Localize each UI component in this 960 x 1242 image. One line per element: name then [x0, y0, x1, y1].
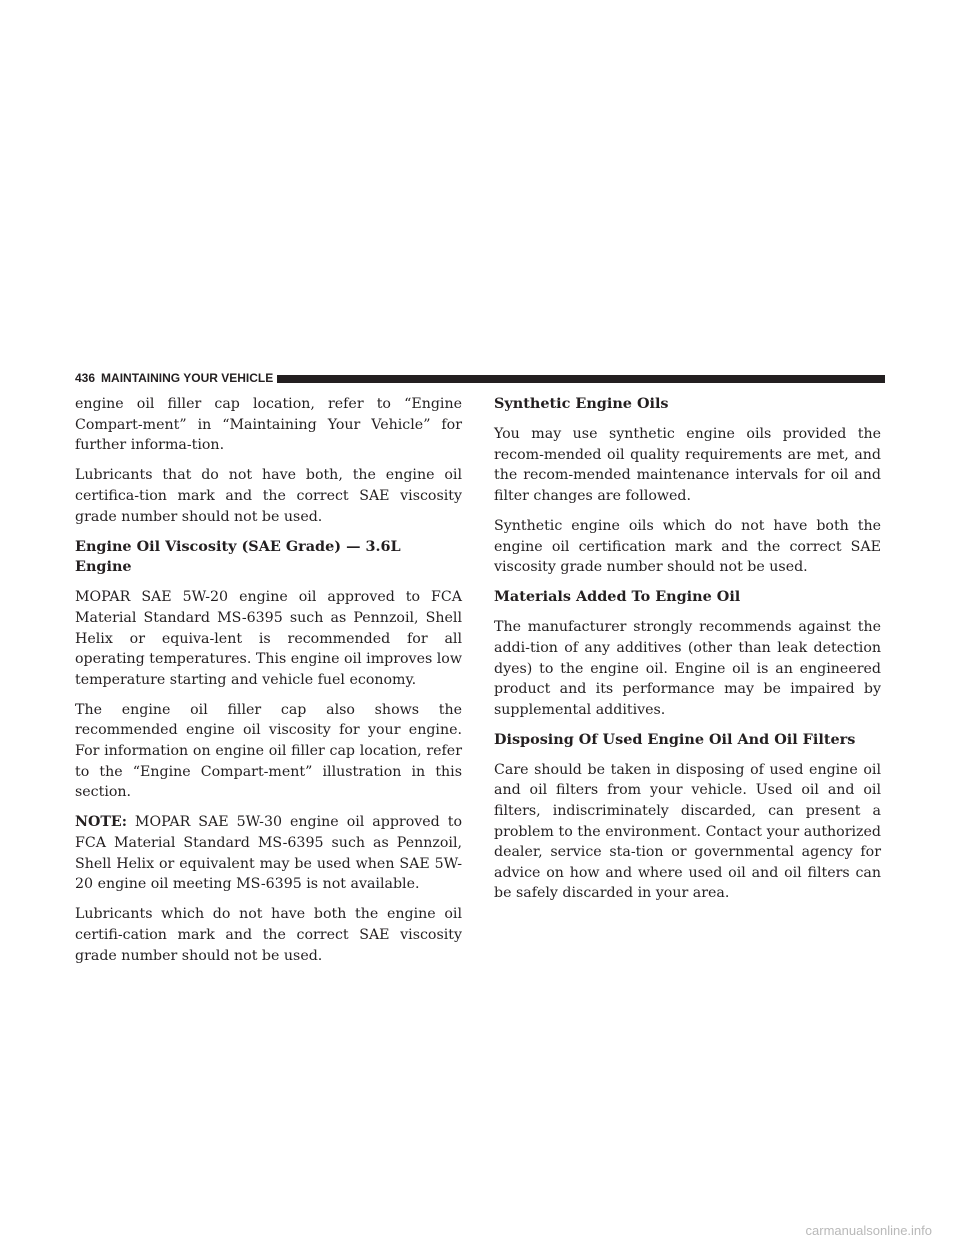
paragraph: Lubricants which do not have both the engine oil certifi-cation mark and the correct SAE viscosity grade number should not be used. [75, 906, 462, 964]
paragraph: Lubricants that do not have both, the engine oil certifica-tion mark and the correct SAE viscosity grade number should not be used. [75, 467, 462, 525]
heading-materials: Materials Added To Engine Oil [494, 588, 741, 606]
paragraph: Care should be taken in disposing of used engine oil and oil filters from your vehicle. Used oil and oil filters, indiscriminately discarded, can present a problem to the environment. Contact your authorized dealer, service sta-tion or governmental agency for advice on how and where used oil and oil filters can be safely discarded in your area. [494, 761, 881, 902]
paragraph: The engine oil filler cap also shows the recommended engine oil viscosity for your engine. For information on engine oil filler cap location, refer to the “Engine Compart-ment” illustration in this section. [75, 701, 462, 801]
note-text: MOPAR SAE 5W-30 engine oil approved to FCA Material Standard MS-6395 such as Pennzoil, Shell Helix or equivalent may be used when SAE 5W-20 engine oil meeting MS-6395 is not available. [75, 814, 462, 893]
note-label: NOTE: [75, 814, 127, 831]
paragraph: engine oil filler cap location, refer to “Engine Compart-ment” in “Maintaining Your Vehicle” for further informa-tion. [75, 396, 462, 454]
heading-disposing: Disposing Of Used Engine Oil And Oil Filters [494, 730, 856, 748]
paragraph: MOPAR SAE 5W-20 engine oil approved to FCA Material Standard MS-6395 such as Pennzoil, Shell Helix or equiva-lent is recommended for all operating temperatures. This engine oil improves low temperature starting and vehicle fuel economy. [75, 589, 462, 688]
section-title: MAINTAINING YOUR VEHICLE [101, 371, 274, 385]
page-number: 436 [75, 371, 96, 385]
page-header [75, 370, 885, 386]
note-paragraph [75, 812, 462, 894]
header-rule [277, 375, 885, 383]
heading-synthetic: Synthetic Engine Oils [494, 395, 669, 412]
paragraph: The manufacturer strongly recommends against the addi-tion of any additives (other than leak detection dyes) to the engine oil. Engine oil is an engineered product and its performance may be impaired by supplemental additives. [494, 619, 881, 718]
paragraph: Synthetic engine oils which do not have both the engine oil certification mark and the correct SAE viscosity grade number should not be used. [494, 517, 881, 576]
left-column [75, 394, 462, 976]
heading-viscosity: Engine Oil Viscosity (SAE Grade) — 3.6L Engine [75, 537, 401, 576]
right-column [494, 394, 881, 914]
paragraph: You may use synthetic engine oils provided the recom-mended oil quality requirements are met, and the recom-mended maintenance intervals for oil and filter changes are followed. [494, 425, 881, 504]
watermark: carmanualsonline.info [805, 1223, 932, 1238]
